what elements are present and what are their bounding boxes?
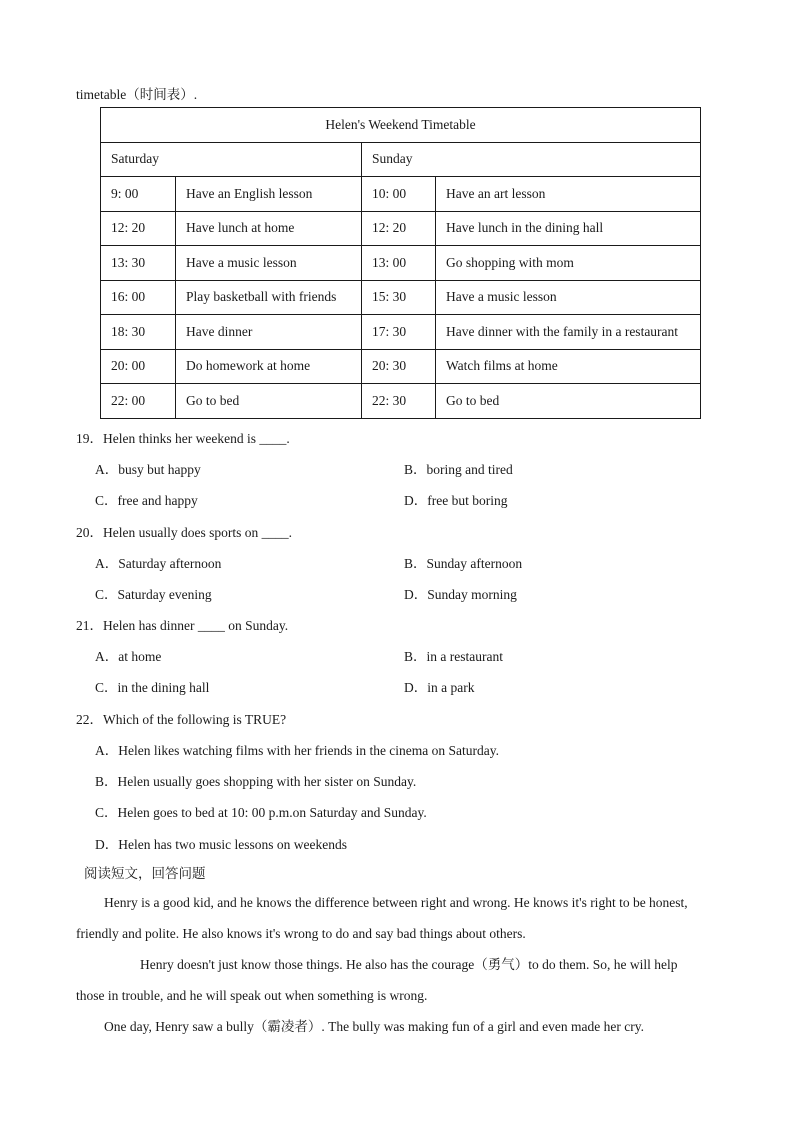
passage-paragraph-2: Henry doesn't just know those things. He also has the courage（勇气）to do them. So, he will help those in trouble, and he will speak out when something is wrong. <box>76 957 678 1003</box>
option-21-b[interactable]: B．in a restaurant <box>404 649 503 664</box>
saturday-time: 22: 00 <box>101 384 176 419</box>
intro-line: timetable（时间表）. <box>76 87 198 102</box>
saturday-activity: Have an English lesson <box>176 177 362 212</box>
saturday-activity: Play basketball with friends <box>176 280 362 315</box>
option-19-b[interactable]: B．boring and tired <box>404 462 513 477</box>
option-22-a[interactable]: A．Helen likes watching films with her friends in the cinema on Saturday. <box>95 743 500 758</box>
option-22-d[interactable]: D．Helen has two music lessons on weekends <box>95 837 347 852</box>
option-20-d[interactable]: D．Sunday morning <box>404 587 517 602</box>
saturday-activity: Have a music lesson <box>176 246 362 281</box>
day-header-saturday: Saturday <box>101 142 362 177</box>
passage-paragraph-3: One day, Henry saw a bully（霸凌者）. The bully was making fun of a girl and even made her cry. <box>104 1019 644 1034</box>
option-20-c[interactable]: C．Saturday evening <box>95 587 212 602</box>
saturday-activity: Do homework at home <box>176 349 362 384</box>
option-21-c[interactable]: C．in the dining hall <box>95 680 210 695</box>
sunday-activity: Go shopping with mom <box>436 246 701 281</box>
weekend-timetable <box>100 107 701 419</box>
option-22-b[interactable]: B．Helen usually goes shopping with her sister on Sunday. <box>95 774 417 789</box>
saturday-time: 9: 00 <box>101 177 176 212</box>
timetable-title: Helen's Weekend Timetable <box>101 108 701 143</box>
option-19-d[interactable]: D．free but boring <box>404 493 508 508</box>
sunday-activity: Have an art lesson <box>436 177 701 212</box>
saturday-time: 20: 00 <box>101 349 176 384</box>
section-heading: 阅读短文，回答问题 <box>84 866 206 881</box>
table-row <box>101 349 701 384</box>
saturday-time: 18: 30 <box>101 315 176 350</box>
passage-paragraph-1: Henry is a good kid, and he knows the difference between right and wrong. He knows it's right to be honest, friendly and polite. He also knows it's wrong to do and say bad things about others. <box>76 895 688 941</box>
option-21-d[interactable]: D．in a park <box>404 680 475 695</box>
table-row <box>101 246 701 281</box>
timetable-title-row <box>101 108 701 143</box>
sunday-activity: Watch films at home <box>436 349 701 384</box>
option-19-c[interactable]: C．free and happy <box>95 493 198 508</box>
table-row <box>101 177 701 212</box>
question-22: 22．Which of the following is TRUE? <box>76 712 287 727</box>
option-20-a[interactable]: A．Saturday afternoon <box>95 556 222 571</box>
sunday-time: 22: 30 <box>362 384 436 419</box>
sunday-time: 10: 00 <box>362 177 436 212</box>
option-19-a[interactable]: A．busy but happy <box>95 462 201 477</box>
sunday-time: 12: 20 <box>362 211 436 246</box>
option-20-b[interactable]: B．Sunday afternoon <box>404 556 523 571</box>
question-20: 20．Helen usually does sports on ____. <box>76 525 292 540</box>
sunday-time: 13: 00 <box>362 246 436 281</box>
saturday-activity: Have lunch at home <box>176 211 362 246</box>
sunday-activity: Have dinner with the family in a restaurant <box>436 315 701 350</box>
sunday-time: 17: 30 <box>362 315 436 350</box>
table-row <box>101 280 701 315</box>
option-22-c[interactable]: C．Helen goes to bed at 10: 00 p.m.on Saturday and Sunday. <box>95 805 427 820</box>
table-row <box>101 315 701 350</box>
day-header-sunday: Sunday <box>362 142 701 177</box>
sunday-activity: Have a music lesson <box>436 280 701 315</box>
saturday-time: 13: 30 <box>101 246 176 281</box>
timetable-day-row <box>101 142 701 177</box>
table-row <box>101 211 701 246</box>
sunday-time: 20: 30 <box>362 349 436 384</box>
question-19: 19．Helen thinks her weekend is ____. <box>76 431 290 446</box>
sunday-time: 15: 30 <box>362 280 436 315</box>
sunday-activity: Have lunch in the dining hall <box>436 211 701 246</box>
question-21: 21．Helen has dinner ____ on Sunday. <box>76 618 289 633</box>
saturday-activity: Have dinner <box>176 315 362 350</box>
saturday-activity: Go to bed <box>176 384 362 419</box>
saturday-time: 12: 20 <box>101 211 176 246</box>
option-21-a[interactable]: A．at home <box>95 649 162 664</box>
table-row <box>101 384 701 419</box>
saturday-time: 16: 00 <box>101 280 176 315</box>
sunday-activity: Go to bed <box>436 384 701 419</box>
